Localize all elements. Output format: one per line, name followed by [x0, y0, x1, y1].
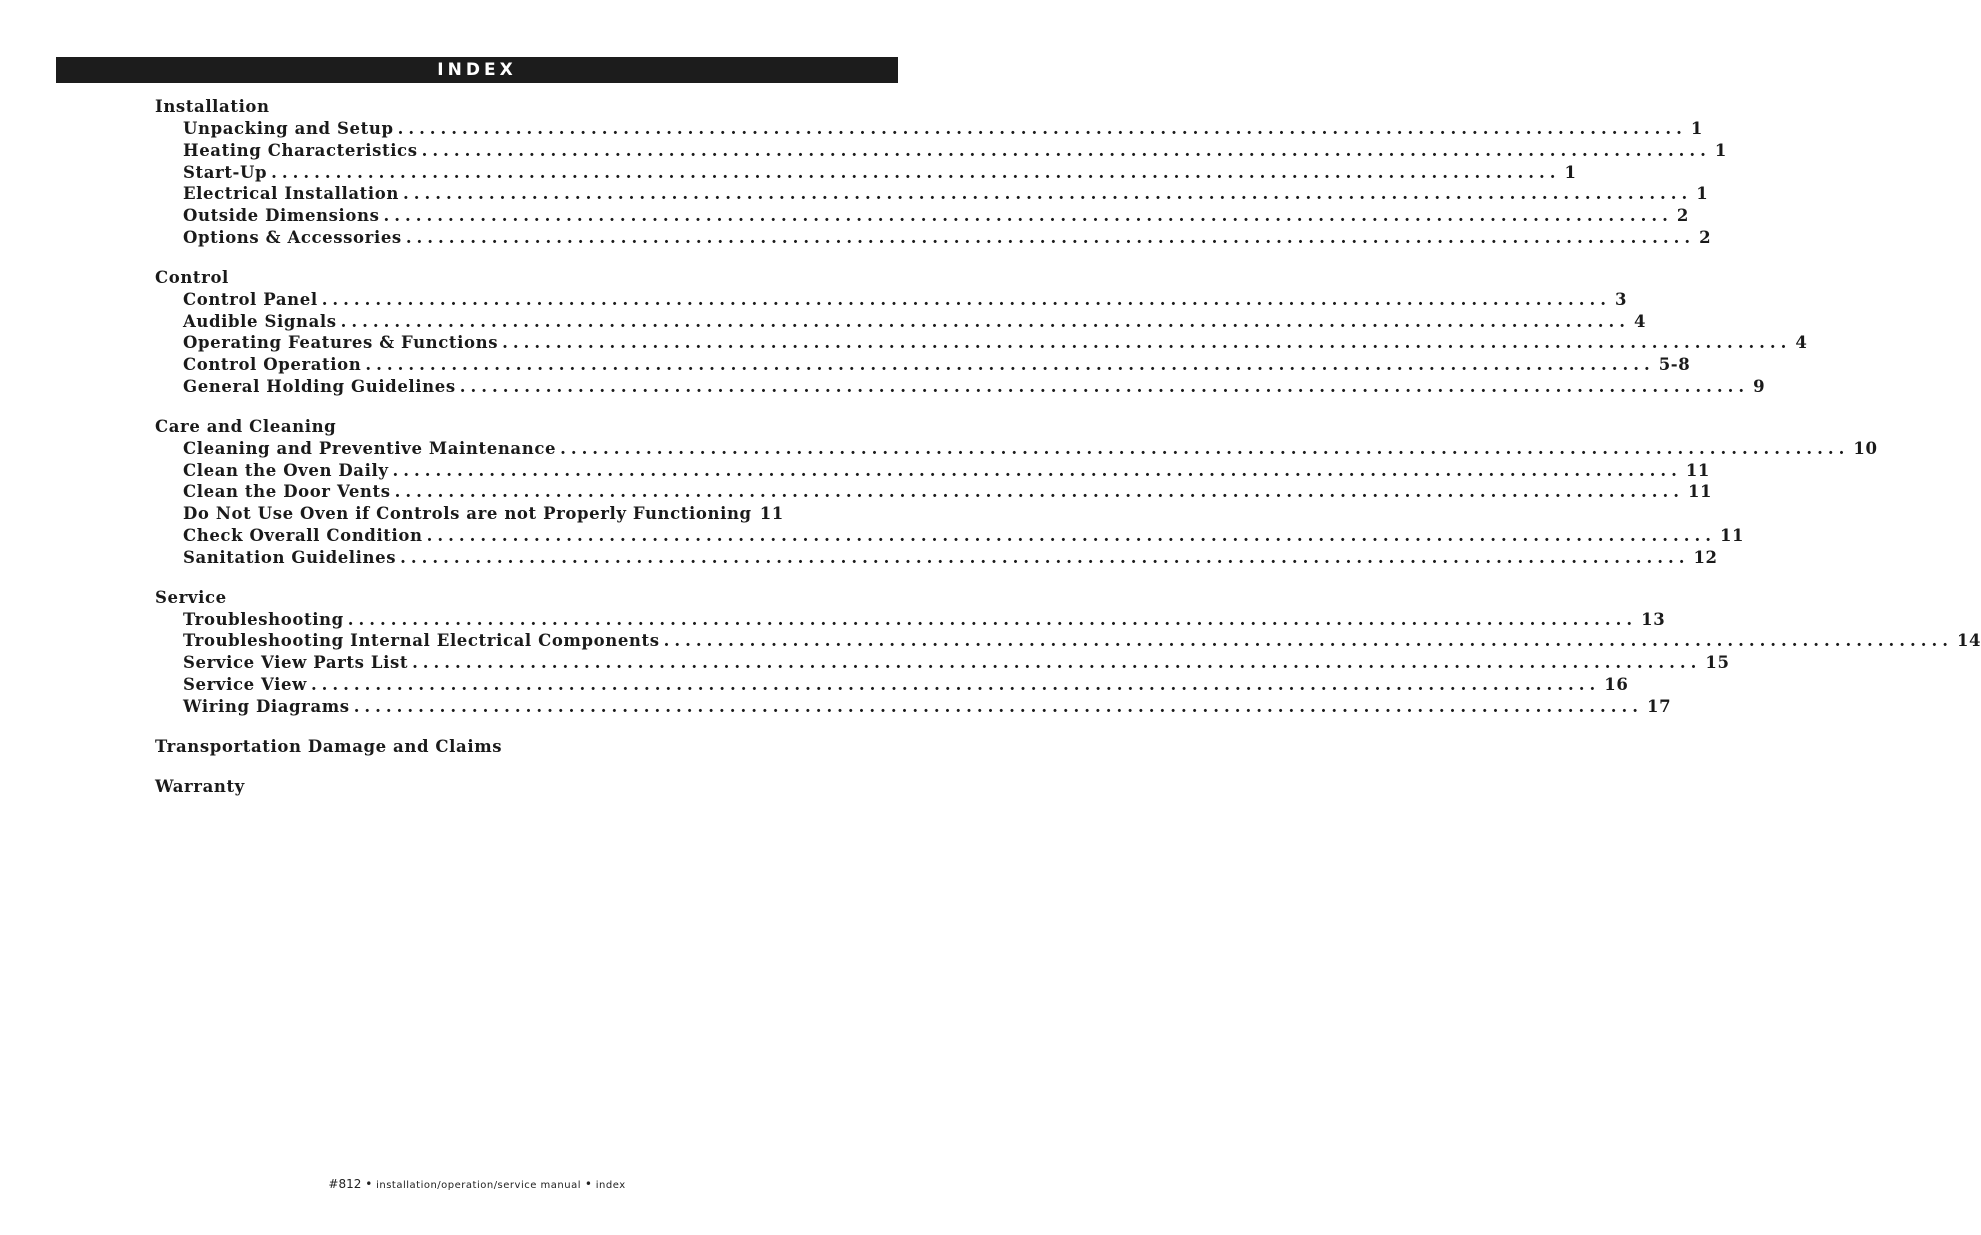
index-entry[interactable]: [183, 609, 1666, 631]
dot-leader: ........................................................................................................................: [412, 653, 1702, 673]
entry-label: Audible Signals: [183, 311, 337, 331]
entry-label: Electrical Installation: [183, 184, 399, 204]
dot-leader: ........................................................................................................................: [421, 140, 1711, 160]
index-entry[interactable]: [183, 503, 784, 525]
index-section: [155, 267, 1808, 398]
dot-leader: ........................................................................................................................: [321, 289, 1612, 309]
index-entry[interactable]: [183, 140, 1728, 162]
entry-label: Control Panel: [183, 289, 318, 309]
entry-page-number: 14: [1956, 631, 1981, 651]
entry-page-number: 2: [1699, 227, 1712, 247]
entry-page-number: 11: [759, 504, 784, 524]
entry-label: General Holding Guidelines: [183, 376, 456, 396]
footer-manual: installation/operation/service manual: [376, 1180, 582, 1191]
dot-leader: ........................................................................................................................: [394, 482, 1684, 502]
dot-leader: ........................................................................................................................: [271, 162, 1561, 182]
footer-separator: •: [584, 1177, 592, 1191]
entry-page-number: 11: [1687, 482, 1713, 502]
entry-label: Heating Characteristics: [183, 140, 418, 160]
entry-label: Service View Parts List: [183, 653, 409, 673]
index-entry[interactable]: [183, 460, 1711, 482]
entry-page-number: 1: [1714, 140, 1728, 160]
index-entry[interactable]: [183, 481, 1713, 503]
entry-label: Control Operation: [183, 355, 362, 375]
entry-label: Clean the Oven Daily: [183, 460, 389, 480]
entry-label: Sanitation Guidelines: [183, 547, 397, 567]
entry-page-number: 1: [1690, 119, 1703, 138]
dot-leader: ........................................................................................................................: [405, 227, 1696, 247]
index-entry[interactable]: [183, 311, 1647, 333]
dot-leader: ........................................................................................................................: [560, 438, 1850, 458]
entry-page-number: 12: [1693, 547, 1718, 567]
entry-page-number: 3: [1615, 289, 1628, 309]
entry-label: Outside Dimensions: [183, 206, 380, 226]
index-entry[interactable]: [183, 289, 1628, 311]
entry-label: Clean the Door Vents: [183, 482, 391, 502]
section-title: Service: [155, 587, 227, 607]
dot-leader: ........................................................................................................................: [392, 460, 1682, 480]
entry-label: Unpacking and Setup: [183, 119, 394, 138]
entry-label: Service View: [183, 674, 307, 694]
section-title: Warranty: [155, 776, 245, 796]
index-entry[interactable]: [183, 674, 1629, 696]
page-footer: [0, 1177, 954, 1191]
index-entry[interactable]: [183, 525, 1745, 547]
dot-leader: ........................................................................................................................: [426, 525, 1716, 545]
dot-leader: ........................................................................................................................: [402, 184, 1693, 204]
entry-label: Options & Accessories: [183, 227, 402, 247]
entry-page-number: 1: [1564, 162, 1577, 182]
entry-page-number: 10: [1853, 438, 1878, 458]
section-title: Care and Cleaning: [155, 416, 337, 436]
index-header-bar: [56, 57, 898, 83]
dot-leader: ........................................................................................................................: [397, 119, 1687, 138]
index-section: [155, 587, 1981, 718]
index-entry[interactable]: [183, 183, 1709, 205]
entry-label: Troubleshooting Internal Electrical Components: [183, 631, 660, 651]
index-section: [155, 416, 1878, 569]
entry-label: Wiring Diagrams: [183, 696, 350, 716]
dot-leader: ........................................................................................................................: [400, 547, 1690, 567]
section-title: Installation: [155, 97, 270, 116]
index-entry[interactable]: [183, 205, 1689, 227]
section-title: Control: [155, 267, 229, 287]
entry-page-number: 15: [1705, 653, 1730, 673]
dot-leader: ........................................................................................................................: [383, 206, 1673, 226]
index-section: [155, 736, 775, 758]
index-entry[interactable]: [183, 630, 1981, 652]
footer-model: #812: [328, 1177, 362, 1191]
entry-label: Start-Up: [183, 162, 268, 182]
entry-page-number: 4: [1795, 333, 1808, 353]
footer-section: index: [595, 1180, 626, 1191]
index-section: [155, 776, 775, 798]
dot-leader: ........................................................................................................................: [663, 631, 1953, 651]
entry-page-number: 11: [1685, 460, 1711, 480]
entry-page-number: 5-8: [1658, 355, 1691, 375]
entry-page-number: 9: [1753, 376, 1766, 396]
index-entry[interactable]: [183, 438, 1878, 460]
index-entry[interactable]: [183, 376, 1766, 398]
dot-leader: ........................................................................................................................: [365, 355, 1655, 375]
dot-leader: ........................................................................................................................: [502, 333, 1792, 353]
dot-leader: ........................................................................................................................: [340, 311, 1630, 331]
dot-leader: ........................................................................................................................: [347, 609, 1638, 629]
entry-page-number: 11: [1719, 525, 1745, 545]
dot-leader: ........................................................................................................................: [310, 674, 1601, 694]
dot-leader: ........................................................................................................................: [459, 376, 1750, 396]
entry-page-number: 1: [1696, 184, 1709, 204]
dot-leader: ........................................................................................................................: [353, 696, 1644, 716]
entry-page-number: 17: [1647, 696, 1672, 716]
index-entry[interactable]: [183, 652, 1730, 674]
index-entry[interactable]: [183, 547, 1718, 569]
index-entry[interactable]: [183, 162, 1577, 184]
index-section: [155, 96, 1728, 249]
index-entry[interactable]: [183, 354, 1691, 376]
index-list: [155, 96, 1981, 816]
entry-page-number: 2: [1676, 206, 1689, 226]
index-entry[interactable]: [183, 696, 1672, 718]
entry-label: Operating Features & Functions: [183, 333, 499, 353]
index-entry[interactable]: [183, 332, 1808, 354]
entry-label: Troubleshooting: [183, 609, 344, 629]
index-title: INDEX: [437, 60, 517, 80]
entry-page-number: 13: [1641, 609, 1666, 629]
entry-label: Cleaning and Preventive Maintenance: [183, 438, 557, 458]
entry-page-number: 16: [1604, 674, 1629, 694]
entry-label: Do Not Use Oven if Controls are not Properly Functioning: [183, 504, 752, 524]
footer-separator: •: [365, 1177, 373, 1191]
entry-label: Check Overall Condition: [183, 525, 423, 545]
entry-page-number: 4: [1633, 311, 1647, 331]
section-title: Transportation Damage and Claims: [155, 736, 503, 756]
index-entry[interactable]: [183, 118, 1703, 140]
index-entry[interactable]: [183, 227, 1712, 249]
